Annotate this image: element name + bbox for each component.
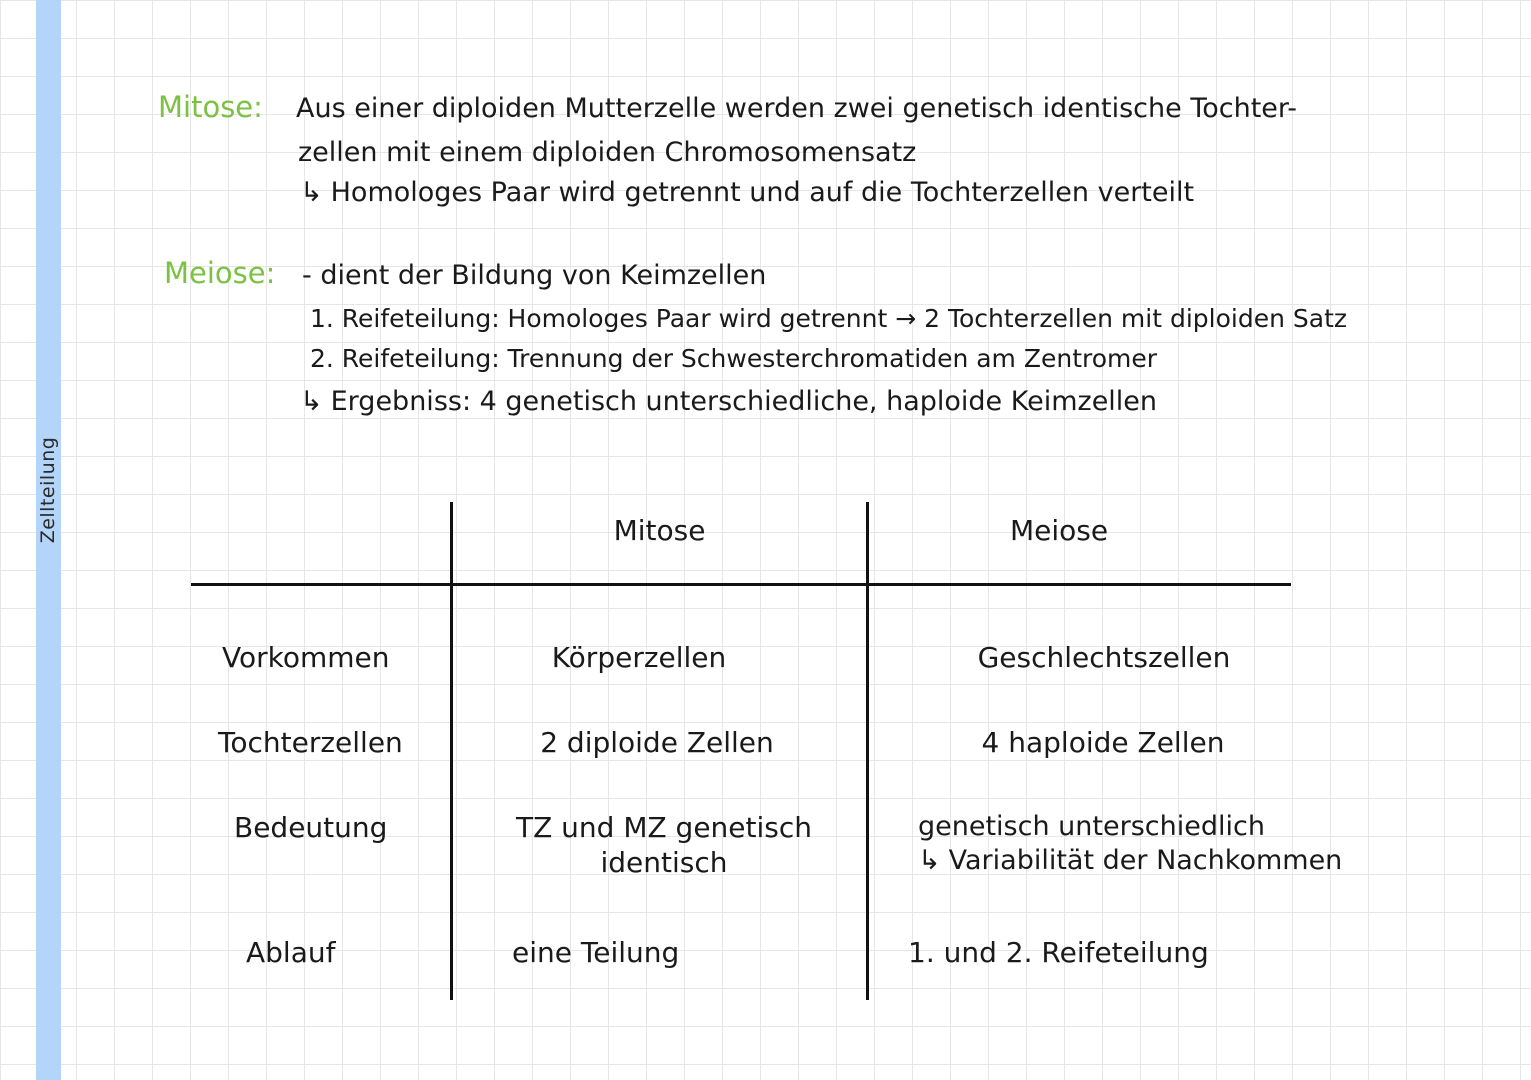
mitose-line-1: Aus einer diploiden Mutterzelle werden zwei genetisch identische Tochter- bbox=[296, 93, 1298, 124]
mitose-term-colon: : bbox=[253, 90, 263, 124]
meiose-line-2: 1. Reifeteilung: Homologes Paar wird getrennt → 2 Tochterzellen mit diploiden Satz bbox=[310, 304, 1347, 333]
table-header-meiose: Meiose bbox=[1009, 514, 1109, 547]
cell-tochterzellen-meiose: 4 haploide Zellen bbox=[981, 726, 1225, 759]
cell-bedeutung-mitose-line-2: identisch bbox=[600, 846, 728, 879]
row-label-bedeutung: Bedeutung bbox=[234, 811, 388, 844]
side-label-zellteilung: Zellteilung bbox=[37, 436, 59, 544]
mitose-line-2: zellen mit einem diploiden Chromosomensatz bbox=[298, 137, 917, 168]
meiose-term-text: Meiose bbox=[164, 256, 266, 290]
cell-bedeutung-mitose bbox=[470, 810, 858, 880]
cell-bedeutung-meiose-line-2 bbox=[918, 844, 1342, 878]
cell-ablauf-meiose: 1. und 2. Reifeteilung bbox=[908, 936, 1209, 969]
meiose-line-4 bbox=[300, 388, 1157, 415]
table-header-divider bbox=[191, 583, 1291, 586]
meiose-term-colon: : bbox=[265, 256, 276, 290]
return-arrow-icon: ↳ bbox=[300, 386, 323, 417]
cell-ablauf-mitose: eine Teilung bbox=[512, 936, 680, 969]
mitose-term-text: Mitose bbox=[158, 90, 254, 124]
table-header-mitose: Mitose bbox=[613, 514, 706, 547]
meiose-line-4-text: Ergebniss: 4 genetisch unterschiedliche, haploide Keimzellen bbox=[330, 386, 1158, 417]
mitose-term bbox=[158, 90, 263, 124]
return-arrow-icon: ↳ bbox=[300, 177, 323, 208]
cell-bedeutung-meiose-line-1: genetisch unterschiedlich bbox=[918, 811, 1265, 842]
mitose-line-3 bbox=[300, 179, 1194, 206]
row-label-tochterzellen: Tochterzellen bbox=[218, 726, 403, 759]
meiose-line-3: 2. Reifeteilung: Trennung der Schwesterchromatiden am Zentromer bbox=[310, 344, 1158, 373]
mitose-line-3-text: Homologes Paar wird getrennt und auf die Tochterzellen verteilt bbox=[330, 177, 1195, 208]
cell-bedeutung-meiose bbox=[918, 810, 1342, 878]
cell-vorkommen-mitose: Körperzellen bbox=[551, 641, 727, 674]
row-label-vorkommen: Vorkommen bbox=[222, 641, 390, 674]
row-label-ablauf: Ablauf bbox=[246, 936, 336, 969]
return-arrow-icon: ↳ bbox=[918, 844, 941, 876]
cell-bedeutung-meiose-line-2-text: Variabilität der Nachkommen bbox=[948, 844, 1343, 876]
cell-vorkommen-meiose: Geschlechtszellen bbox=[977, 641, 1231, 674]
meiose-term bbox=[164, 256, 276, 290]
cell-tochterzellen-mitose: 2 diploide Zellen bbox=[540, 726, 774, 759]
cell-bedeutung-mitose-line-1: TZ und MZ genetisch bbox=[515, 811, 813, 844]
meiose-line-1: - dient der Bildung von Keimzellen bbox=[302, 260, 767, 291]
